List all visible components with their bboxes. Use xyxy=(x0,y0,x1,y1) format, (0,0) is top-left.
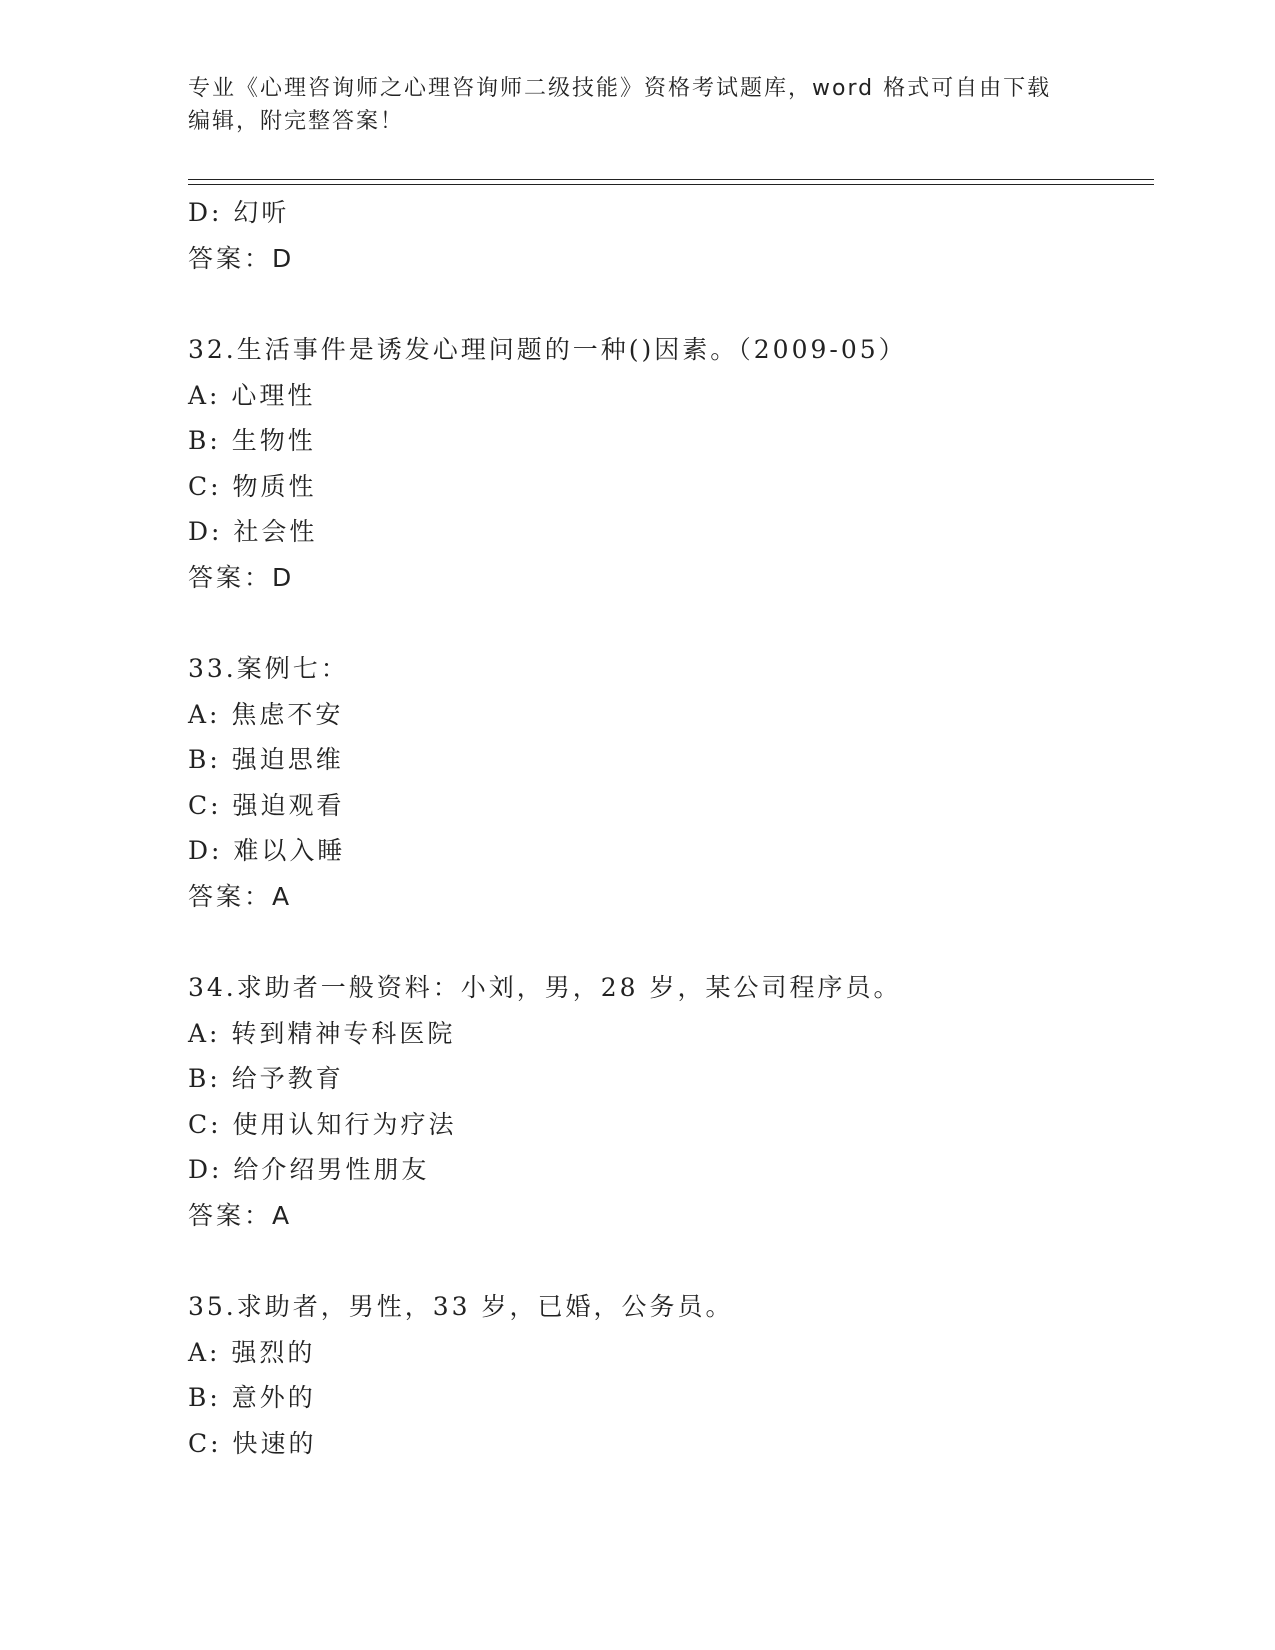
option-b: B: 强迫思维 xyxy=(188,745,344,774)
option-c: C: 使用认知行为疗法 xyxy=(188,1109,457,1139)
option-a: A: 焦虑不安 xyxy=(188,699,344,729)
answer-line: 答案：A xyxy=(188,1200,293,1230)
question-list xyxy=(188,190,1154,1466)
header-rule-bottom xyxy=(188,184,1154,185)
option-d: D: 社会性 xyxy=(188,517,318,546)
option-a: A: 心理性 xyxy=(188,380,316,410)
option-a: A: 转到精神专科医院 xyxy=(188,1018,456,1048)
option-d: D: 幻听 xyxy=(188,198,290,227)
spacer xyxy=(188,600,1154,646)
option-c: C: 快速的 xyxy=(188,1428,317,1458)
header-line-1: 专业《心理咨询师之心理咨询师二级技能》资格考试题库，word 格式可自由下载 xyxy=(188,76,1052,101)
question-stem: 34.求助者一般资料：小刘，男，28 岁，某公司程序员。 xyxy=(188,973,902,1002)
option-d: D: 难以入睡 xyxy=(188,836,346,865)
spacer xyxy=(188,281,1154,327)
option-b: B: 生物性 xyxy=(188,426,316,455)
answer-line: 答案：D xyxy=(188,562,295,592)
option-d: D: 给介绍男性朋友 xyxy=(188,1155,430,1184)
answer-line: 答案：A xyxy=(188,881,293,911)
header-rule-top xyxy=(188,179,1154,180)
option-c: C: 强迫观看 xyxy=(188,790,345,820)
option-b: B: 给予教育 xyxy=(188,1064,344,1093)
page-header xyxy=(188,72,1088,138)
header-line-2: 编辑，附完整答案！ xyxy=(188,109,405,134)
option-b: B: 意外的 xyxy=(188,1383,316,1412)
question-stem: 32.生活事件是诱发心理问题的一种()因素。（2009-05） xyxy=(188,335,907,364)
question-stem: 35.求助者，男性，33 岁，已婚，公务员。 xyxy=(188,1292,734,1321)
question-stem: 33.案例七： xyxy=(188,654,349,683)
option-c: C: 物质性 xyxy=(188,471,317,501)
spacer xyxy=(188,1238,1154,1284)
option-a: A: 强烈的 xyxy=(188,1337,316,1367)
answer-line: 答案：D xyxy=(188,243,295,273)
spacer xyxy=(188,919,1154,965)
